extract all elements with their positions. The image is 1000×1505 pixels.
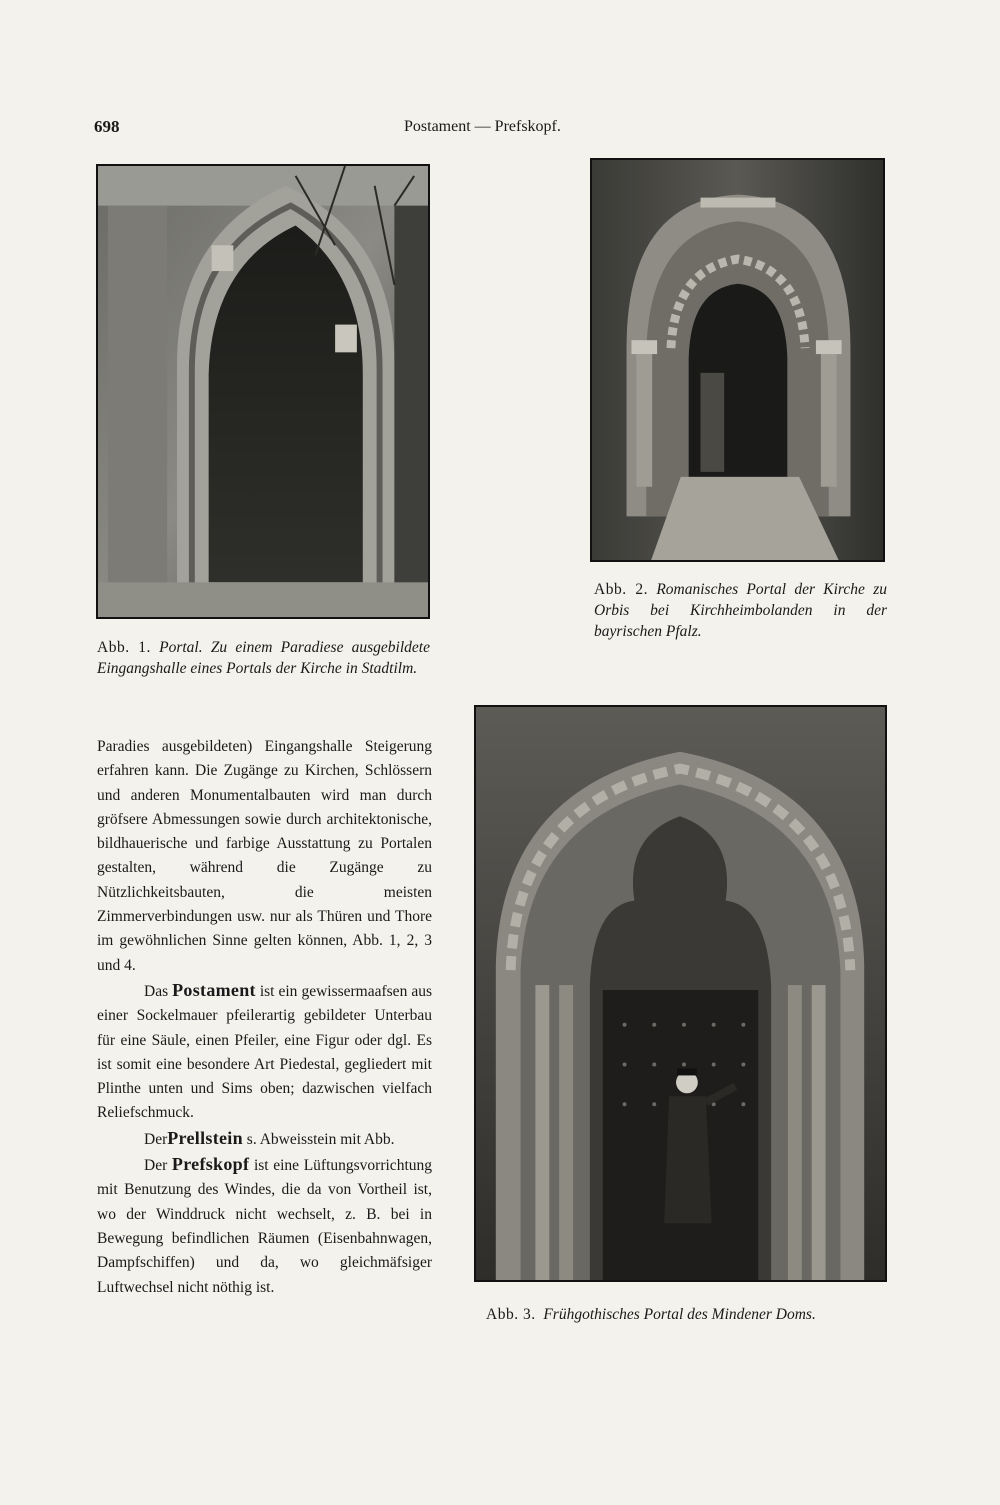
figure-3-photo	[474, 705, 887, 1282]
figure-2-text: Romanisches Portal der Kirche zu Orbis bei Kirchheimbolanden in der bayrischen Pfalz.	[594, 581, 887, 640]
figure-3-text: Frühgothisches Portal des Mindener Doms.	[543, 1306, 816, 1323]
postament-lead: Das	[144, 982, 169, 1000]
portal-photo-1	[98, 166, 428, 617]
figure-1-title: Portal.	[159, 639, 203, 656]
figure-2-photo	[590, 158, 885, 562]
figure-1-text: Zu einem Paradiese ausgebildete Eingangshalle eines Portals der Kirche in Stadtilm.	[97, 639, 430, 677]
prefskopf-lead: Der	[144, 1157, 168, 1175]
term-prefskopf: Prefskopf	[171, 1154, 250, 1175]
prefskopf-definition: ist eine Lüftungsvorrichtung mit Benutzung des Windes, die da von Vortheil ist, wo der Winddruck nicht wechselt, z. B. bei in Bewegung befindlichen Räumen (Eisenbahnwagen, Dampfschiffen) und da, wo gleichmäfsiger Luftwechsel nicht nöthig ist.	[97, 1157, 432, 1296]
paragraph-prefskopf	[97, 1152, 432, 1300]
paragraph-postament	[97, 978, 432, 1126]
body-text	[97, 735, 432, 1300]
portal-photo-2	[592, 160, 883, 560]
figure-2-caption	[594, 579, 887, 642]
portal-photo-3	[476, 707, 885, 1280]
figure-1-caption	[97, 637, 430, 679]
postament-definition: ist ein gewissermaafsen aus einer Sockelmauer pfeilerartig gebildeter Unterbau für eine Säule, einen Pfeiler, eine Figur oder dgl. Es ist somit eine besondere Art Piedestal, gegliedert mit Plinthe unten und Sims oben; dazwischen vielfach Reliefschmuck.	[97, 982, 432, 1122]
figure-1-photo	[96, 164, 430, 619]
figure-3-number: Abb. 3.	[486, 1306, 536, 1323]
running-head: Postament — Prefskopf.	[404, 118, 561, 135]
page-number: 698	[94, 117, 120, 136]
figure-1-number: Abb. 1.	[97, 639, 151, 656]
prellstein-reference: s. Abweisstein mit Abb.	[246, 1130, 395, 1148]
term-postament: Postament	[172, 979, 256, 1000]
paragraph-portals: Paradies ausgebildeten) Eingangshalle Steigerung erfahren kann. Die Zugänge zu Kirchen, Schlössern und anderen Monumentalbauten wird man durch gröfsere Abmessungen sowie durch architektonische, bildhauerische und farbige Ausstattung zu Portalen gestalten, während die Zugänge zu Nützlichkeitsbauten, die meisten Zimmerverbindungen usw. nur als Thüren und Thore im gewöhnlichen Sinne gelten können, Abb. 1, 2, 3 und 4.	[97, 738, 432, 974]
term-prellstein: Prellstein	[167, 1127, 243, 1148]
figure-3-caption	[486, 1304, 888, 1325]
prellstein-lead: Der	[144, 1130, 168, 1148]
figure-2-number: Abb. 2.	[594, 581, 648, 598]
paragraph-prellstein	[97, 1126, 432, 1152]
